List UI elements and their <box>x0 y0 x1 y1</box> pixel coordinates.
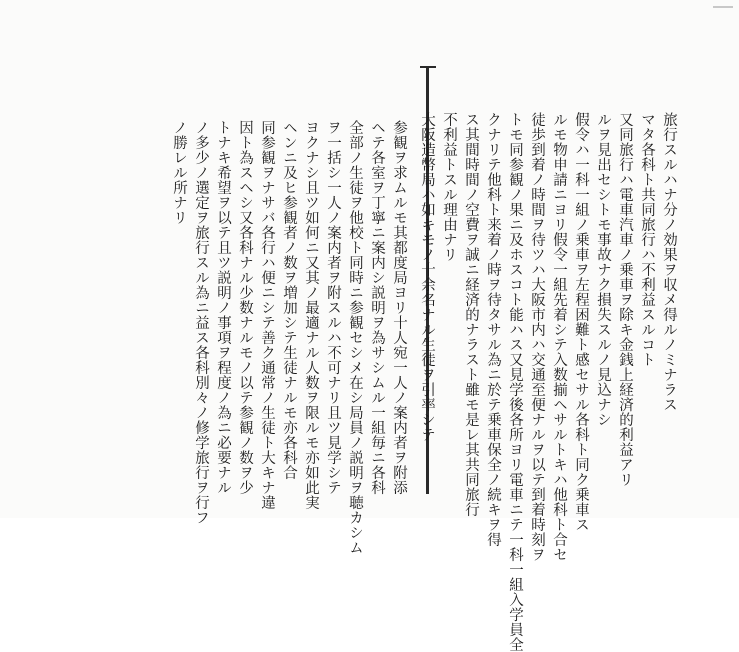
text-line: トモ同参観ノ果ニ及ホスコト能ハス又見学後各所ヨリ電車ニテ一科一組入学員全 <box>507 112 523 652</box>
left-page <box>120 30 410 555</box>
text-line: 因ト為スヘシ又各科ナル少数ナルモノ以テ参観ノ数ヲ少 <box>237 120 253 495</box>
right-page <box>419 30 680 652</box>
text-line: 旅行スルハナ分ノ効果ヲ収メ得ルノミナラス <box>661 112 677 412</box>
text-line: 大阪造幣局ハ如キモノ十余名ナル生徒ヲ引率シテ <box>419 112 435 442</box>
text-line: ヲ一括シ一人ノ案内者ヲ附スルハ不可ナリ且ツ見学シテ <box>325 120 341 495</box>
text-line: 同参観ヲナサバ各行ハ便ニシテ善ク通常ノ生徒ト大キナ違 <box>259 120 275 510</box>
text-line: クナリテ他科ト来着ノ時ヲ待タサル為ニ於テ乗車保全ノ続キヲ得 <box>485 112 501 547</box>
text-line: 不利益トスル理由ナリ <box>441 112 457 262</box>
text-line: トナキ希望ヲ以テ且ツ説明ノ事項ヲ程度ノ為ニ必要ナル <box>215 120 231 495</box>
text-line: マタ各科ト共同旅行ハ不利益スルコト <box>639 112 655 367</box>
page-spread <box>60 30 710 652</box>
text-line: ヘテ各室ヲ丁寧ニ案内シ説明ヲ為サシムル一組毎ニ各科 <box>369 120 385 495</box>
text-line: ヘンニ及ヒ参観者ノ数ヲ増加シテ生徒ナルモ亦各科合 <box>281 120 297 480</box>
text-line: ス其間時間ノ空費ヲ誠ニ経済的ナラスト雖モ是レ其共同旅行 <box>463 112 479 517</box>
text-line: 又同旅行ハ電車汽車ノ乗車ヲ除キ金銭上経済的利益アリ <box>617 112 633 487</box>
text-line: 假令ハ一科一組ノ乗車ヲ左程困難ト感セサル各科ト同ク乗車ス <box>573 112 589 532</box>
text-line: ノ多少ノ選定ヲ旅行スル為ニ益ス各科別々ノ修学旅行ヲ行フ <box>193 120 209 525</box>
text-line: 全部ノ生徒ヲ他校ト同時ニ参観セシメ在シ局員ノ説明ヲ聴カシム <box>347 120 363 555</box>
text-line: 徒歩到着ノ時間ヲ待ツハ大阪市内ハ交通至便ナルヲ以テ到着時刻ヲ <box>529 112 545 562</box>
text-line: ヨクナシ且ツ如何ニ又其ノ最適ナル人数ヲ限ルモ亦如此実 <box>303 120 319 510</box>
text-line: 参観ヲ求ムルモ其都度局ヨリ十人宛一人ノ案内者ヲ附添 <box>391 120 407 495</box>
ink-mark <box>713 6 733 8</box>
text-line: ルモ物申請ニヨリ假令一組先着シテ入数揃ヘサルトキハ他科ト合セ <box>551 112 567 562</box>
text-line: ノ勝レル所ナリ <box>171 120 187 225</box>
text-line: ルヲ見出セシトモ事故ナク損失スルノ見込ナシ <box>595 112 611 427</box>
